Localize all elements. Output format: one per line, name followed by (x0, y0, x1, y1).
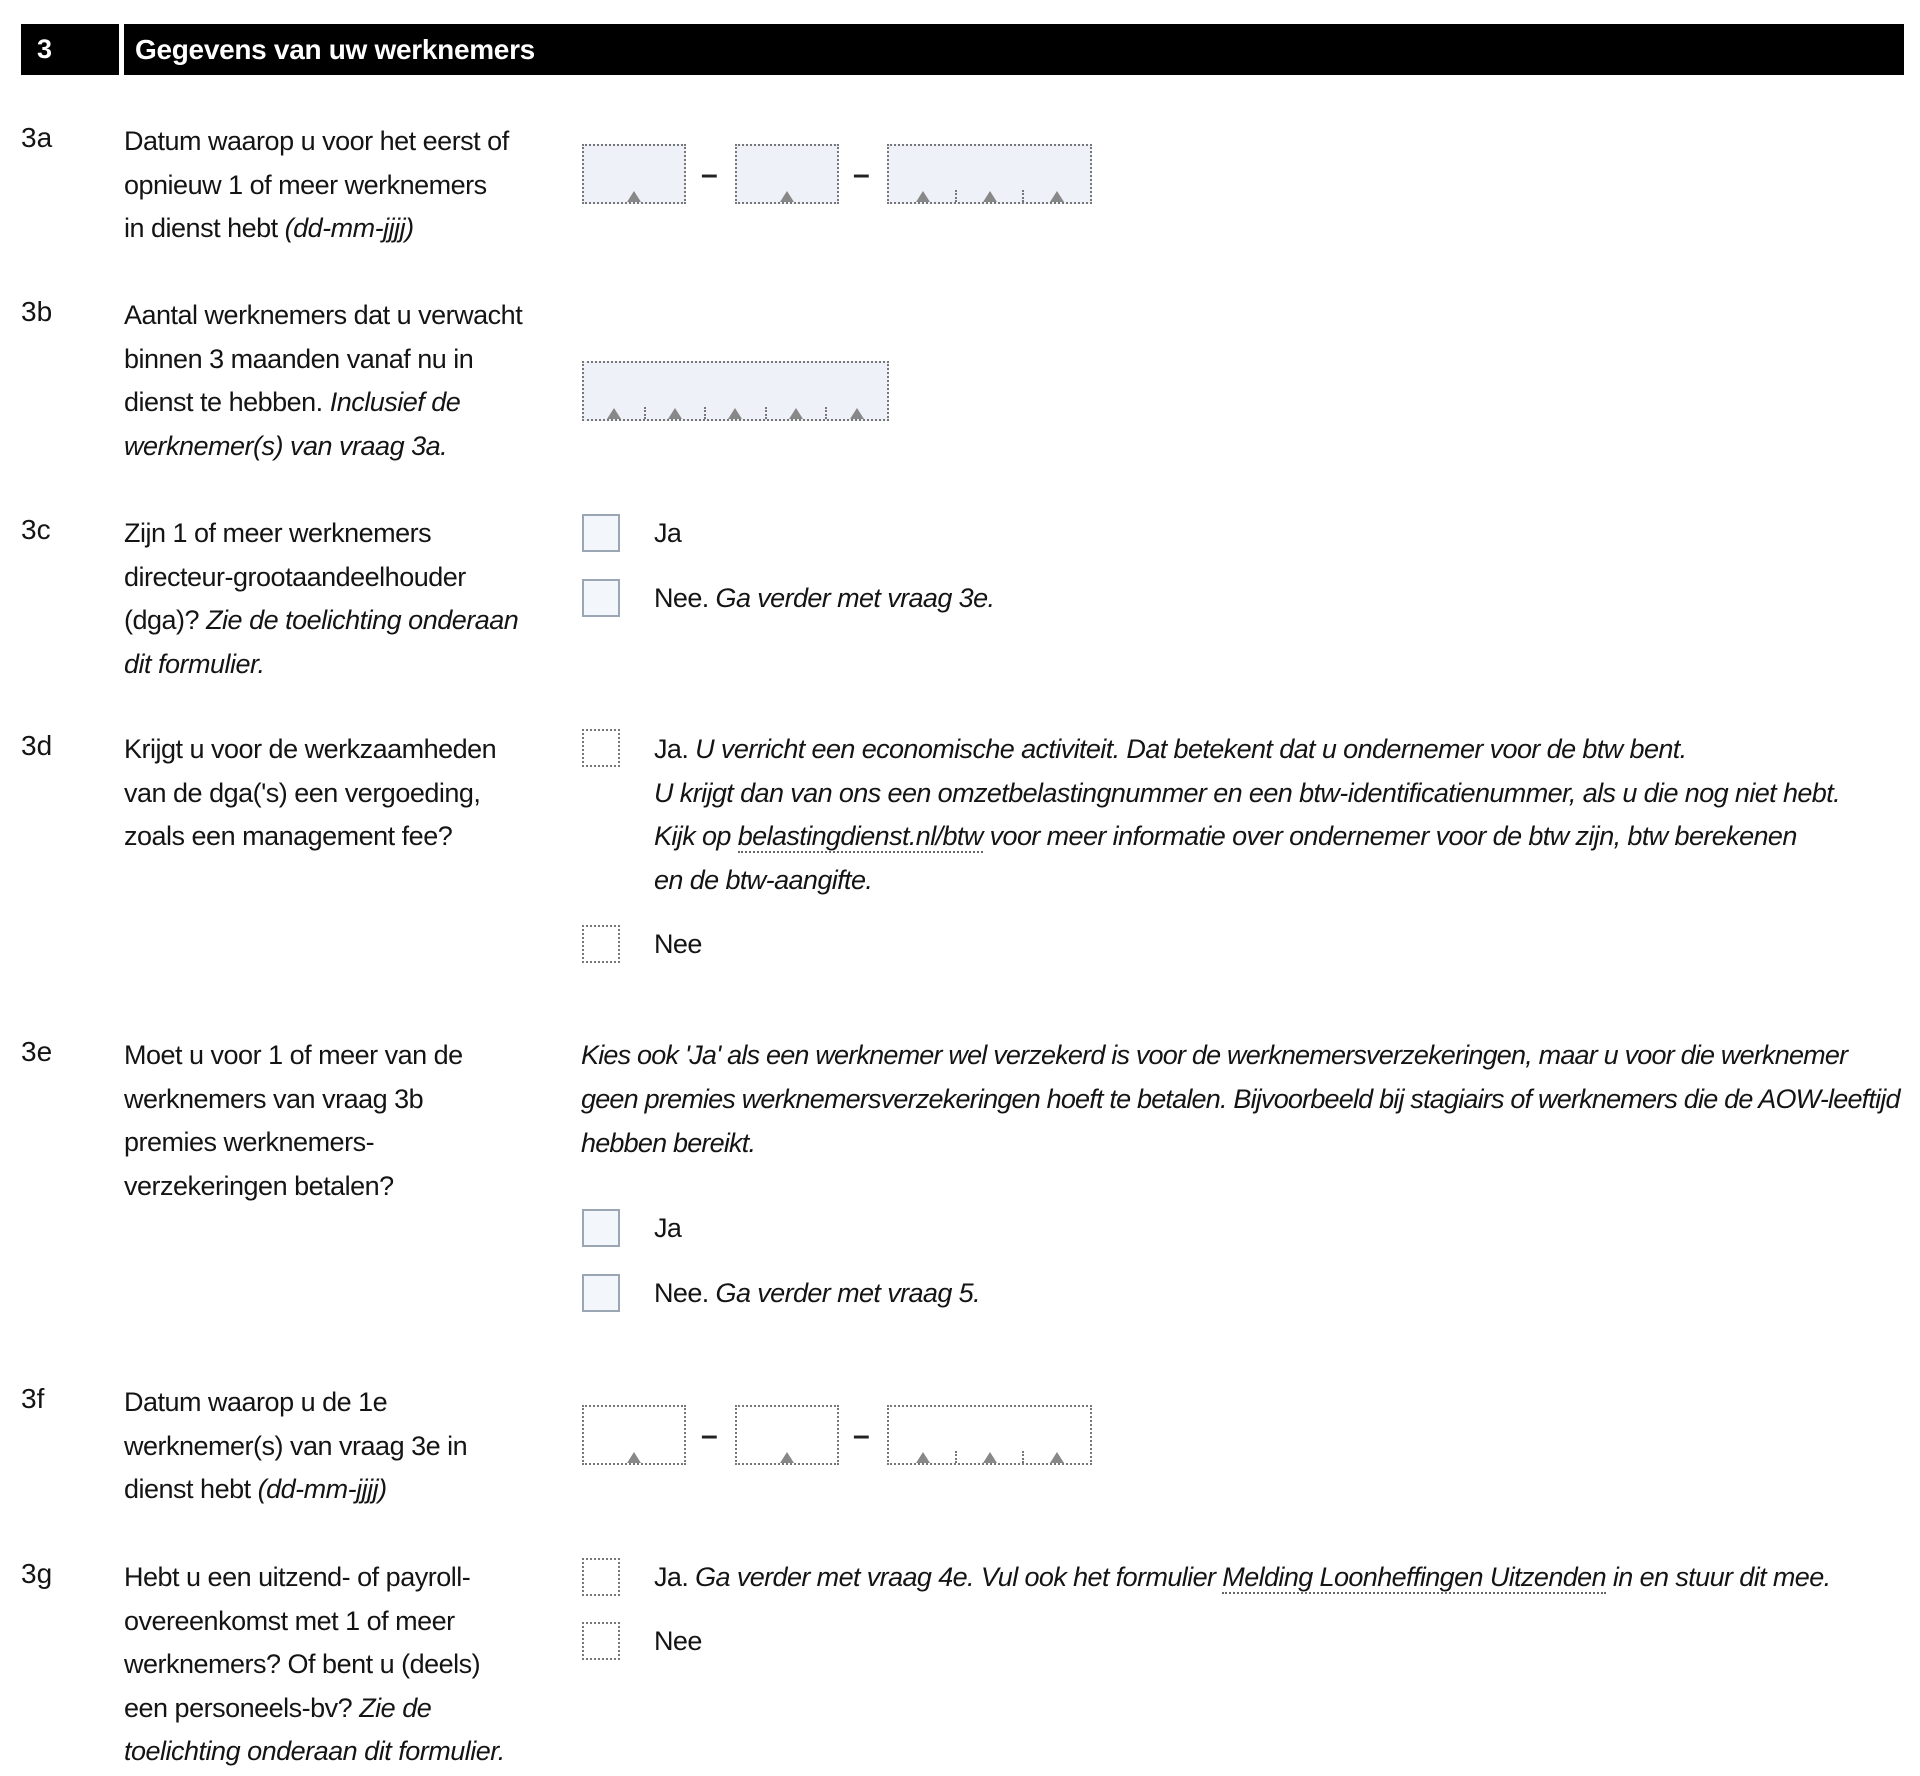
label-line: Zijn 1 of meer werknemers (124, 518, 432, 548)
option-note: Kijk op (654, 821, 731, 851)
year-input-3a[interactable] (887, 144, 1092, 204)
note-line: geen premies werknemersverzekeringen hoeft te betalen. Bijvoorbeeld bij stagiairs of werknemers die de AOW-leeftijd (581, 1084, 1900, 1114)
label-hint: Zie de toelichting onderaan (206, 605, 519, 635)
date-separator: – (701, 158, 718, 191)
label-line (124, 643, 564, 687)
option-label-3e-nee (654, 1272, 980, 1316)
employee-count-input-3b[interactable] (582, 361, 889, 421)
label-line (124, 1687, 564, 1731)
label-hint: dit formulier. (124, 648, 265, 679)
section-header (21, 24, 1904, 75)
option-note: U verricht een economische activiteit. Dat betekent dat u ondernemer voor de btw bent. (695, 734, 1687, 764)
note-line: Kies ook 'Ja' als een werknemer wel verzekerd is voor de werknemersverzekeringen, maar u voor die werknemer (581, 1040, 1848, 1070)
label-line: opnieuw 1 of meer werknemers (124, 169, 487, 200)
label-line: van de dga('s) een vergoeding, (124, 777, 481, 808)
label-line: binnen 3 maanden vanaf nu in (124, 343, 474, 374)
option-label-3g-ja (654, 1556, 1831, 1600)
explanation-note-3e (581, 1033, 1911, 1165)
label-line: directeur-grootaandeelhouder (124, 561, 466, 592)
label-line: werknemer(s) van vraag 3e in (124, 1430, 468, 1461)
question-number-3f: 3f (21, 1383, 45, 1414)
option-text: Nee. (654, 1278, 709, 1308)
question-number-3g: 3g (21, 1558, 53, 1589)
label-line: overeenkomst met 1 of meer (124, 1605, 455, 1636)
option-note: en de btw-aangifte. (654, 864, 873, 895)
label-line: Datum waarop u voor het eerst of (124, 126, 509, 156)
question-number-3e: 3e (21, 1036, 53, 1067)
option-note: Ga verder met vraag 3e. (715, 583, 995, 613)
btw-info-link[interactable]: belastingdienst.nl/btw (737, 821, 983, 851)
option-note: Ga verder met vraag 5. (715, 1278, 980, 1308)
day-input-3a[interactable] (582, 144, 686, 204)
question-label-3a (124, 120, 564, 251)
date-separator: – (701, 1419, 718, 1452)
question-number-3c: 3c (21, 514, 51, 545)
question-number-3a: 3a (21, 122, 53, 153)
day-input-3f[interactable] (582, 1405, 686, 1465)
label-hint: toelichting onderaan dit formulier. (124, 1736, 505, 1766)
date-format-hint: (dd-mm-jjjj) (257, 1474, 387, 1504)
label-text: (dga)? (124, 605, 200, 635)
label-line: Datum waarop u de 1e (124, 1387, 388, 1417)
question-number-3b: 3b (21, 296, 53, 327)
label-line: Hebt u een uitzend- of payroll- (124, 1562, 471, 1592)
section-title: Gegevens van uw werknemers (135, 34, 535, 65)
question-label-3d (124, 728, 564, 859)
option-line (654, 772, 1840, 816)
question-number-3d: 3d (21, 730, 53, 761)
option-note: in en stuur dit mee. (1612, 1562, 1831, 1592)
label-line (124, 381, 564, 425)
date-separator: – (853, 158, 870, 191)
checkbox-3e-nee[interactable] (582, 1274, 620, 1312)
month-input-3a[interactable] (735, 144, 839, 204)
option-line (654, 728, 1840, 772)
checkbox-3c-ja[interactable] (582, 514, 620, 552)
label-text: dienst hebt (124, 1474, 251, 1504)
option-line (654, 859, 1840, 903)
option-text: Ja. (654, 734, 689, 764)
option-note: Ga verder met vraag 4e. Vul ook het formulier (695, 1562, 1216, 1592)
label-line: Krijgt u voor de werkzaamheden (124, 734, 497, 764)
label-line (124, 425, 564, 469)
date-format-hint: (dd-mm-jjjj) (284, 213, 414, 243)
label-hint: Inclusief de (329, 387, 461, 417)
label-line: zoals een management fee? (124, 821, 453, 851)
section-number: 3 (37, 34, 53, 64)
label-hint: werknemer(s) van vraag 3a. (124, 430, 448, 461)
note-line: hebben bereikt. (581, 1128, 756, 1158)
month-input-3f[interactable] (735, 1405, 839, 1465)
date-separator: – (853, 1419, 870, 1452)
label-text: in dienst hebt (124, 213, 278, 243)
checkbox-3d-nee[interactable] (582, 925, 620, 963)
label-hint: Zie de (359, 1692, 432, 1723)
label-text: een personeels-bv? (124, 1692, 353, 1723)
question-label-3e (124, 1034, 564, 1208)
option-label-3d-ja (654, 728, 1840, 902)
header-divider (119, 24, 124, 75)
option-label-3c-nee (654, 577, 994, 621)
label-line: premies werknemers- (124, 1127, 375, 1157)
question-label-3c (124, 512, 564, 686)
label-line: Aantal werknemers dat u verwacht (124, 300, 523, 330)
question-label-3f (124, 1381, 564, 1512)
option-label-3g-nee: Nee (654, 1626, 702, 1656)
label-line: verzekeringen betalen? (124, 1170, 394, 1201)
option-note: U krijgt dan van ons een omzetbelastingnummer en een btw-identificatienummer, als u die nog niet hebt. (654, 777, 1841, 808)
label-text: dienst te hebben. (124, 387, 323, 417)
option-line (654, 815, 1840, 859)
option-label-3d-nee: Nee (654, 929, 702, 959)
checkbox-3c-nee[interactable] (582, 579, 620, 617)
year-input-3f[interactable] (887, 1405, 1092, 1465)
checkbox-3g-nee[interactable] (582, 1622, 620, 1660)
label-line (124, 599, 564, 643)
option-label-3e-ja: Ja (654, 1213, 682, 1243)
uitzenden-form-link[interactable]: Melding Loonheffingen Uitzenden (1222, 1562, 1606, 1592)
label-line: werknemers? Of bent u (deels) (124, 1649, 481, 1679)
label-line: Moet u voor 1 of meer van de (124, 1040, 463, 1070)
label-line (124, 1468, 564, 1512)
question-label-3g (124, 1556, 564, 1774)
label-line (124, 1730, 564, 1774)
label-line (124, 207, 564, 251)
label-line: werknemers van vraag 3b (124, 1083, 424, 1114)
checkbox-3g-ja[interactable] (582, 1558, 620, 1596)
option-text: Nee. (654, 583, 709, 613)
checkbox-3e-ja[interactable] (582, 1209, 620, 1247)
option-note: voor meer informatie over ondernemer voor de btw zijn, btw berekenen (989, 821, 1797, 851)
option-label-3c-ja: Ja (654, 518, 682, 548)
option-text: Ja. (654, 1562, 689, 1592)
question-label-3b (124, 294, 564, 468)
checkbox-3d-ja[interactable] (582, 729, 620, 767)
